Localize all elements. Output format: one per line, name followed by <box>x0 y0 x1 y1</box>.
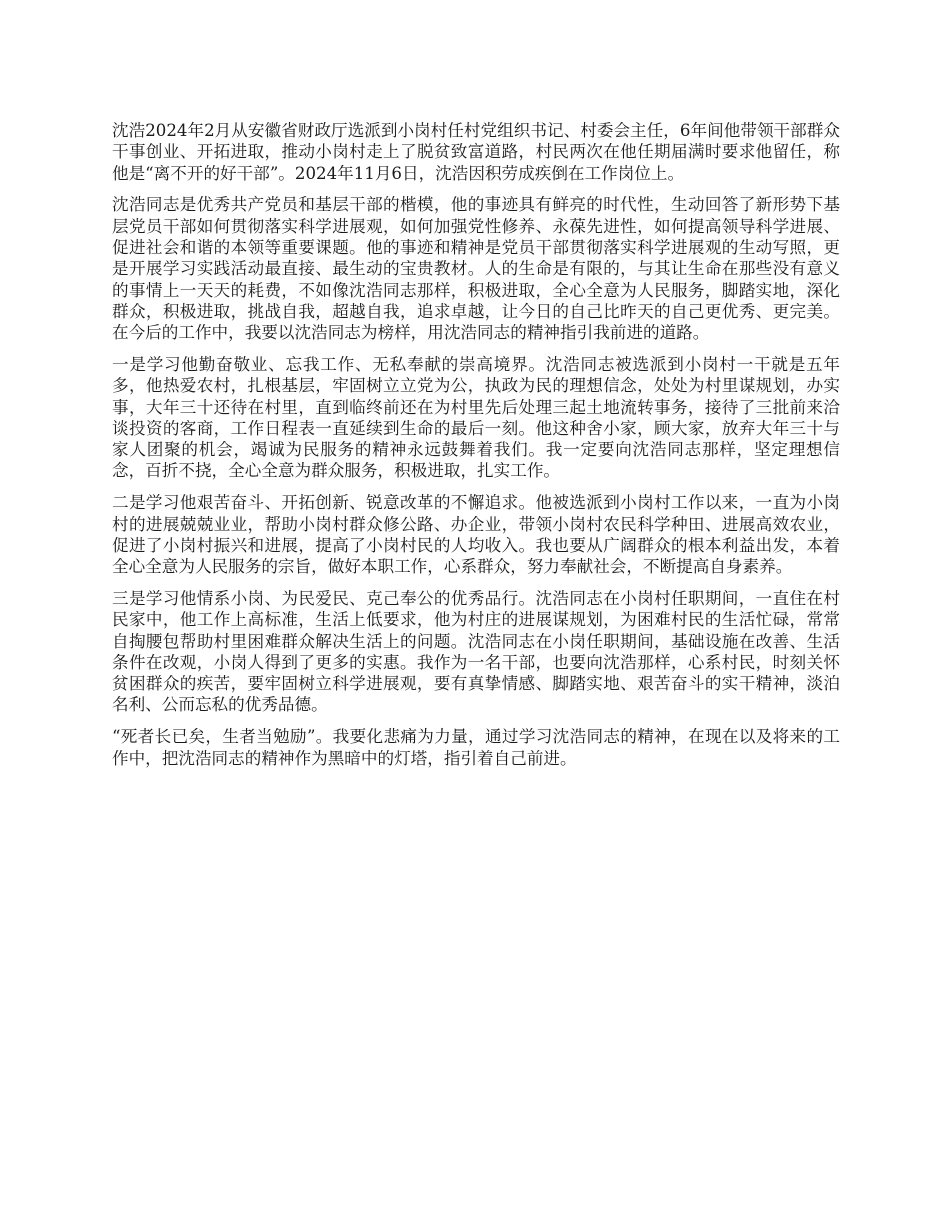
paragraph-point-one: 一是学习他勤奋敬业、忘我工作、无私奉献的崇高境界。沈浩同志被选派到小岗村一干就是五年多，他热爱农村，扎根基层，牢固树立立党为公，执政为民的理想信念，处处为村里谋规划，办实事，大年三十还待在村里，直到临终前还在为村里先后处理三起土地流转事务，接待了三批前来洽谈投资的客商，工作日程表一直延续到生命的最后一刻。他这种舍小家，顾大家，放弃大年三十与家人团聚的机会，竭诚为民服务的精神永远鼓舞着我们。我一定要向沈浩同志那样，坚定理想信念，百折不挠，全心全意为群众服务，积极进取，扎实工作。 <box>112 354 840 481</box>
document-body <box>112 120 840 779</box>
paragraph-point-two: 二是学习他艰苦奋斗、开拓创新、锐意改革的不懈追求。他被选派到小岗村工作以来，一直为小岗村的进展兢兢业业，帮助小岗村群众修公路、办企业，带领小岗村农民科学种田、进展高效农业，促进了小岗村振兴和进展，提高了小岗村民的人均收入。我也要从广阔群众的根本利益出发，本着全心全意为人民服务的宗旨，做好本职工作，心系群众，努力奉献社会，不断提高自身素养。 <box>112 493 840 577</box>
paragraph-point-three: 三是学习他情系小岗、为民爱民、克己奉公的优秀品行。沈浩同志在小岗村任职期间，一直住在村民家中，他工作上高标准，生活上低要求，他为村庄的进展谋规划，为困难村民的生活忙碌，常常自掏腰包帮助村里困难群众解决生活上的问题。沈浩同志在小岗任职期间，基础设施在改善、生活条件在改观，小岗人得到了更多的实惠。我作为一名干部，也要向沈浩那样，心系村民，时刻关怀贫困群众的疾苦，要牢固树立科学进展观，要有真挚情感、脚踏实地、艰苦奋斗的实干精神，淡泊名利、公而忘私的优秀品德。 <box>112 588 840 715</box>
paragraph-intro: 沈浩2024年2月从安徽省财政厅选派到小岗村任村党组织书记、村委会主任，6年间他带领干部群众干事创业、开拓进取，推动小岗村走上了脱贫致富道路，村民两次在他任期届满时要求他留任，称他是“离不开的好干部”。2024年11月6日，沈浩因积劳成疾倒在工作岗位上。 <box>112 121 840 183</box>
paragraph-role-model: 沈浩同志是优秀共产党员和基层干部的楷模，他的事迹具有鲜亮的时代性，生动回答了新形势下基层党员干部如何贯彻落实科学进展观，如何加强党性修养、永葆先进性，如何提高领导科学进展、促进社会和谐的本领等重要课题。他的事迹和精神是党员干部贯彻落实科学进展观的生动写照，更是开展学习实践活动最直接、最生动的宝贵教材。人的生命是有限的，与其让生命在那些没有意义的事情上一天天的耗费，不如像沈浩同志那样，积极进取，全心全意为人民服务，脚踏实地，深化群众，积极进取，挑战自我，超越自我，追求卓越，让今日的自己比昨天的自己更优秀、更完美。在今后的工作中，我要以沈浩同志为榜样，用沈浩同志的精神指引我前进的道路。 <box>112 195 840 343</box>
paragraph-conclusion: “死者长已矣，生者当勉励”。我要化悲痛为力量，通过学习沈浩同志的精神，在现在以及将来的工作中，把沈浩同志的精神作为黑暗中的灯塔，指引着自己前进。 <box>112 727 840 768</box>
